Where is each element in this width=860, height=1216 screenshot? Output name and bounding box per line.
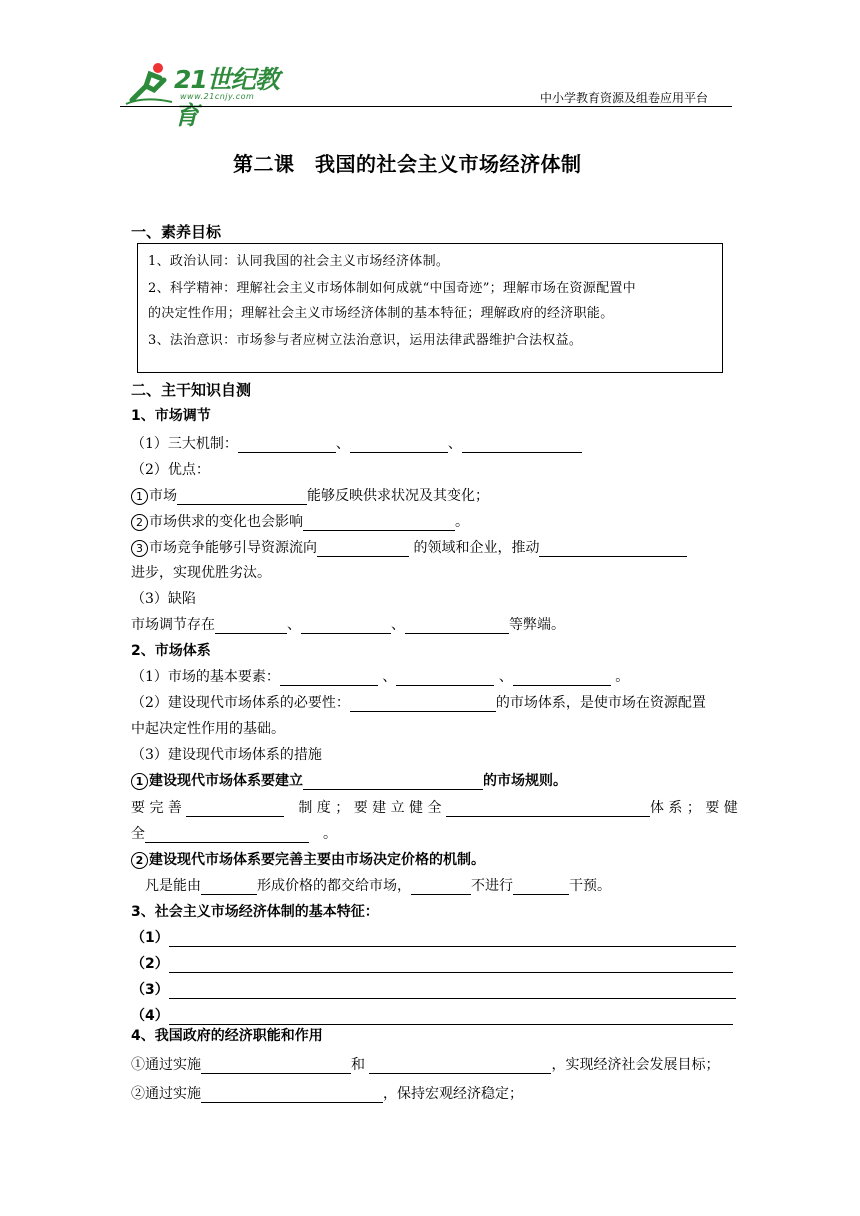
blank[interactable]: [301, 619, 391, 634]
blank[interactable]: [411, 880, 471, 895]
blank[interactable]: [513, 880, 569, 895]
question-text: 要 完 善: [131, 800, 182, 816]
question-text: ，实现经济社会发展目标；: [551, 1057, 720, 1073]
question-line: [131, 537, 687, 557]
blank[interactable]: [369, 1059, 551, 1074]
separator: 、: [447, 436, 462, 452]
blank[interactable]: [169, 1010, 733, 1025]
circled-number: 2: [131, 514, 148, 531]
question-text: 市场: [149, 488, 177, 504]
blank[interactable]: [280, 671, 378, 686]
question-text: 不进行: [471, 878, 513, 894]
question-text: 市场调节存在: [131, 617, 215, 633]
subsection-heading: 3、社会主义市场经济体制的基本特征：: [131, 904, 379, 920]
logo-url: www.21cnjy.com: [180, 92, 255, 101]
blank[interactable]: [513, 671, 611, 686]
subsection-heading: 1、市场调节: [131, 408, 211, 424]
question-text: ①通过实施: [131, 1057, 201, 1073]
blank[interactable]: [350, 697, 496, 712]
question-line: [145, 875, 611, 895]
page-title: 第二课 我国的社会主义市场经济体制: [233, 152, 582, 176]
question-text: 形成价格的都交给市场，: [257, 878, 411, 894]
blank[interactable]: [462, 438, 582, 453]
blank[interactable]: [215, 619, 287, 634]
circled-number: 1: [131, 488, 148, 505]
blank[interactable]: [186, 802, 284, 817]
question-text: （1）市场的基本要素：: [131, 669, 280, 685]
blank[interactable]: [303, 516, 455, 531]
question-text: 。: [455, 514, 469, 530]
answer-line: [131, 979, 736, 999]
blank[interactable]: [350, 438, 448, 453]
question-line: [131, 823, 337, 843]
question-line: [131, 797, 738, 817]
question-line: [131, 485, 489, 505]
question-text: ，保持宏观经济稳定；: [383, 1086, 523, 1102]
blank[interactable]: [145, 828, 309, 843]
question-text: 市场竞争能够引导资源流向: [149, 540, 317, 556]
item-label: （4）: [131, 1008, 169, 1024]
answer-line: [131, 1005, 733, 1025]
section-heading: 一、素养目标: [131, 223, 222, 241]
question-line: [131, 666, 629, 686]
circled-number: 1: [131, 773, 148, 790]
question-text: 建设现代市场体系要完善主要由市场决定价格的机制。: [149, 852, 485, 868]
question-text: ②通过实施: [131, 1086, 201, 1102]
question-line: [131, 1083, 523, 1103]
question-line: [131, 849, 485, 869]
question-line: [131, 511, 469, 531]
question-text: 的市场体系，是使市场在资源配置: [495, 695, 706, 711]
question-text: 。: [323, 826, 337, 842]
question-text: （2）建设现代市场体系的必要性：: [131, 695, 350, 711]
item-label: （2）: [131, 956, 169, 972]
question-line: [131, 770, 567, 790]
blank[interactable]: [446, 802, 650, 817]
runner-icon: [124, 60, 174, 106]
question-text: 制 度 ； 要 建 立 健 全: [298, 800, 442, 816]
blank[interactable]: [201, 1088, 383, 1103]
blank[interactable]: [201, 880, 257, 895]
circled-number: 3: [131, 540, 148, 557]
blank[interactable]: [396, 671, 494, 686]
goal-line: 1、政治认同：认同我国的社会主义市场经济体制。: [148, 254, 450, 269]
question-line: 进步，实现优胜劣汰。: [131, 565, 271, 581]
question-text: 的领域和企业，推动: [409, 540, 540, 556]
question-line: （3）缺陷: [131, 591, 196, 607]
question-line: [131, 1054, 719, 1074]
question-text: 市场供求的变化也会影响: [149, 514, 303, 530]
question-text: 建设现代市场体系要建立: [149, 773, 303, 789]
subsection-heading: 4、我国政府的经济职能和作用: [131, 1028, 323, 1044]
question-line: [131, 692, 706, 712]
question-line: [131, 433, 582, 453]
question-text: 凡是能由: [145, 878, 201, 894]
question-text: 等弊端。: [509, 617, 565, 633]
question-text: 和: [351, 1057, 365, 1073]
goals-box: [137, 243, 723, 373]
platform-name: 中小学教育资源及组卷应用平台: [540, 91, 709, 105]
logo-text: 21世纪教育: [174, 65, 279, 130]
header-divider: [120, 106, 732, 107]
section-heading: 二、主干知识自测: [131, 381, 252, 399]
blank[interactable]: [169, 984, 736, 999]
question-text: 全: [131, 826, 145, 842]
question-label: （1）三大机制：: [131, 436, 238, 452]
question-text: 的市场规则。: [483, 773, 567, 789]
blank[interactable]: [169, 958, 733, 973]
item-label: （1）: [131, 930, 169, 946]
blank[interactable]: [169, 932, 736, 947]
blank[interactable]: [405, 619, 509, 634]
circled-number: 2: [131, 852, 148, 869]
question-text: 体 系 ； 要 健: [649, 800, 738, 816]
blank[interactable]: [177, 490, 307, 505]
answer-line: [131, 927, 736, 947]
goal-line: 2、科学精神：理解社会主义市场体制如何成就“中国奇迹”；理解市场在资源配置中: [148, 281, 636, 296]
blank[interactable]: [238, 438, 336, 453]
question-text: 。: [615, 669, 630, 685]
question-line: 中起决定性作用的基础。: [131, 721, 285, 737]
blank[interactable]: [303, 775, 483, 790]
blank[interactable]: [201, 1059, 351, 1074]
separator: 、: [498, 669, 513, 685]
separator: 、: [287, 617, 301, 633]
separator: 、: [335, 436, 350, 452]
item-label: （3）: [131, 982, 169, 998]
blank[interactable]: [317, 542, 409, 557]
question-line: （2）优点：: [131, 462, 210, 478]
separator: 、: [391, 617, 405, 633]
goal-line: 3、法治意识：市场参与者应树立法治意识，运用法律武器维护合法权益。: [148, 333, 583, 348]
separator: 、: [382, 669, 397, 685]
goal-line: 的决定性作用；理解社会主义市场经济体制的基本特征；理解政府的经济职能。: [148, 306, 614, 321]
question-text: 能够反映供求状况及其变化；: [307, 488, 489, 504]
question-line: [131, 614, 565, 634]
answer-line: [131, 953, 733, 973]
blank[interactable]: [539, 542, 687, 557]
site-logo: [124, 60, 294, 130]
question-text: 干预。: [569, 878, 611, 894]
question-line: （3）建设现代市场体系的措施: [131, 747, 322, 763]
subsection-heading: 2、市场体系: [131, 643, 211, 659]
